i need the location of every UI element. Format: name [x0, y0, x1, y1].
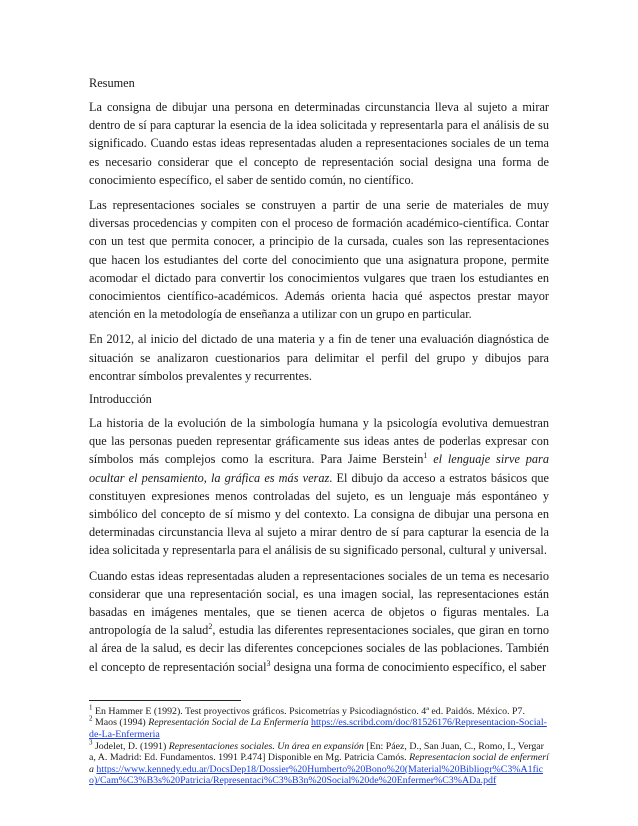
footnote-ref-3[interactable]: 3 — [266, 658, 271, 668]
footnote-1-number: 1 — [89, 703, 93, 712]
footnote-3-author: Jodelet, D. (1991) — [92, 740, 169, 752]
resumen-heading: Resumen — [89, 76, 135, 90]
footnote-2-title: Representación Social de La Enfermería — [148, 717, 309, 729]
resumen-paragraph-2: Las representaciones sociales se construyen a partir de una serie de materiales de muy diversas procedencias y compiten con el proceso de formación académico-científica. Contar con un test que permita conocer, a principio de la cursada, cuales son las representaciones que hacen los estudiantes del corte del conocimiento que una asignatura propone, permite acomodar el dictado para convertir los conocimientos vulgares que traen los estudiantes en conocimientos científico-académicos. Además orienta hacia qué aspectos prestar mayor atención en la metodología de enseñanza a utilizar con un grupo en particular. — [89, 198, 549, 322]
intro-paragraph-1 — [89, 414, 549, 560]
footnote-3-subtitle: Representacion social de enfermería — [89, 752, 549, 775]
footnote-2-link[interactable]: https://es.scribd.com/doc/81526176/Representacion-Social-de-La-Enfermeria — [89, 717, 547, 741]
footnote-3-number: 3 — [89, 738, 93, 747]
footnote-3-source: [En: Páez, D., San Juan, C., Romo, I., Vergara, A. Madrid: Ed. Fundamentos. 1991 P.474] Disponible en Mg. Patricia Camós. — [89, 740, 544, 764]
intro-p1-quote: el lenguaje sirve para ocultar el pensamiento, la gráfica es más veraz — [89, 452, 549, 485]
intro-p1-text-a: La historia de la evolución de la simbología humana y la psicología evolutiva demuestran que las personas pueden representar gráficamente sus ideas antes de poderlas expresar con símbolos más complejos como la escritura. Para Jaime Berstein — [89, 416, 549, 467]
footnote-2-author: Maos (1994) — [92, 717, 149, 729]
footnote-1 — [89, 703, 549, 718]
footnote-2 — [89, 717, 549, 740]
resumen-paragraph-3: En 2012, al inicio del dictado de una materia y a fin de tener una evaluación diagnóstica de situación se analizaron cuestionarios para delimitar el perfil del grupo y dibujos para encontrar símbolos prevalentes y recurrentes. — [89, 332, 549, 383]
footnote-1-text: En Hammer E (1992). Test proyectivos gráficos. Psicometrías y Psicodiagnóstico. 4ª ed. Paidós. México. P7. — [92, 705, 525, 717]
footnote-ref-2[interactable]: 2 — [208, 622, 213, 632]
resumen-paragraph-1: La consigna de dibujar una persona en determinadas circunstancia lleva al sujeto a mirar dentro de sí para capturar la esencia de la idea solicitada y representarla para el análisis de su significado. Cuando estas ideas representadas aluden a representaciones sociales de un tema es necesario considerar que el concepto de representación social designa una forma de conocimiento específico, el saber de sentido común, no científico. — [89, 100, 549, 187]
intro-p2-text-b: , estudia las diferentes representaciones sociales, que giran en torno al área de la salud, es decir las diferentes concepciones sociales de las poblaciones. También el concepto de representación social — [89, 623, 550, 674]
footnote-divider — [89, 700, 241, 701]
intro-p2-text-a: Cuando estas ideas representadas aluden a representaciones sociales de un tema es necesario considerar que una representación social, es una imagen social, las representaciones están basadas en imágenes mentales, que se tienen acerca de objetos o figuras mentales. La antropología de la salud — [89, 568, 549, 638]
footnote-ref-1[interactable]: 1 — [423, 451, 428, 461]
document-page — [89, 76, 549, 787]
intro-p2-text-c: designa una forma de conocimiento específico, el saber — [270, 659, 547, 674]
footnote-3-link[interactable]: https://www.kennedy.edu.ar/DocsDep18/Dossier%20Humberto%20Bono%20(Material%20Bibliogr%C3%A1fico)/Cam%C3%B3s%20Patricia/Representaci%C3%B3n%20Social%20de%20Enfermer%C3%ADa.pdf — [89, 763, 543, 787]
introduccion-heading: Introducción — [89, 392, 152, 407]
intro-p1-text-b: . El dibujo da acceso a estratos básicos que constituyen expresiones menos controladas del sujeto, es un lenguaje más espontáneo y simbólico del concepto de sí mismo y del contexto. La consigna de dibujar una persona en determinadas circunstancia lleva al sujeto a mirar dentro de sí para capturar la esencia de la idea solicitada y representarla para el análisis de su significado personal, cultural y universal. — [89, 470, 549, 558]
footnote-2-number: 2 — [89, 715, 93, 724]
intro-paragraph-2 — [89, 567, 549, 676]
footnote-3-title: Representaciones sociales. Un área en expansión — [168, 740, 364, 752]
footnote-3 — [89, 738, 549, 787]
